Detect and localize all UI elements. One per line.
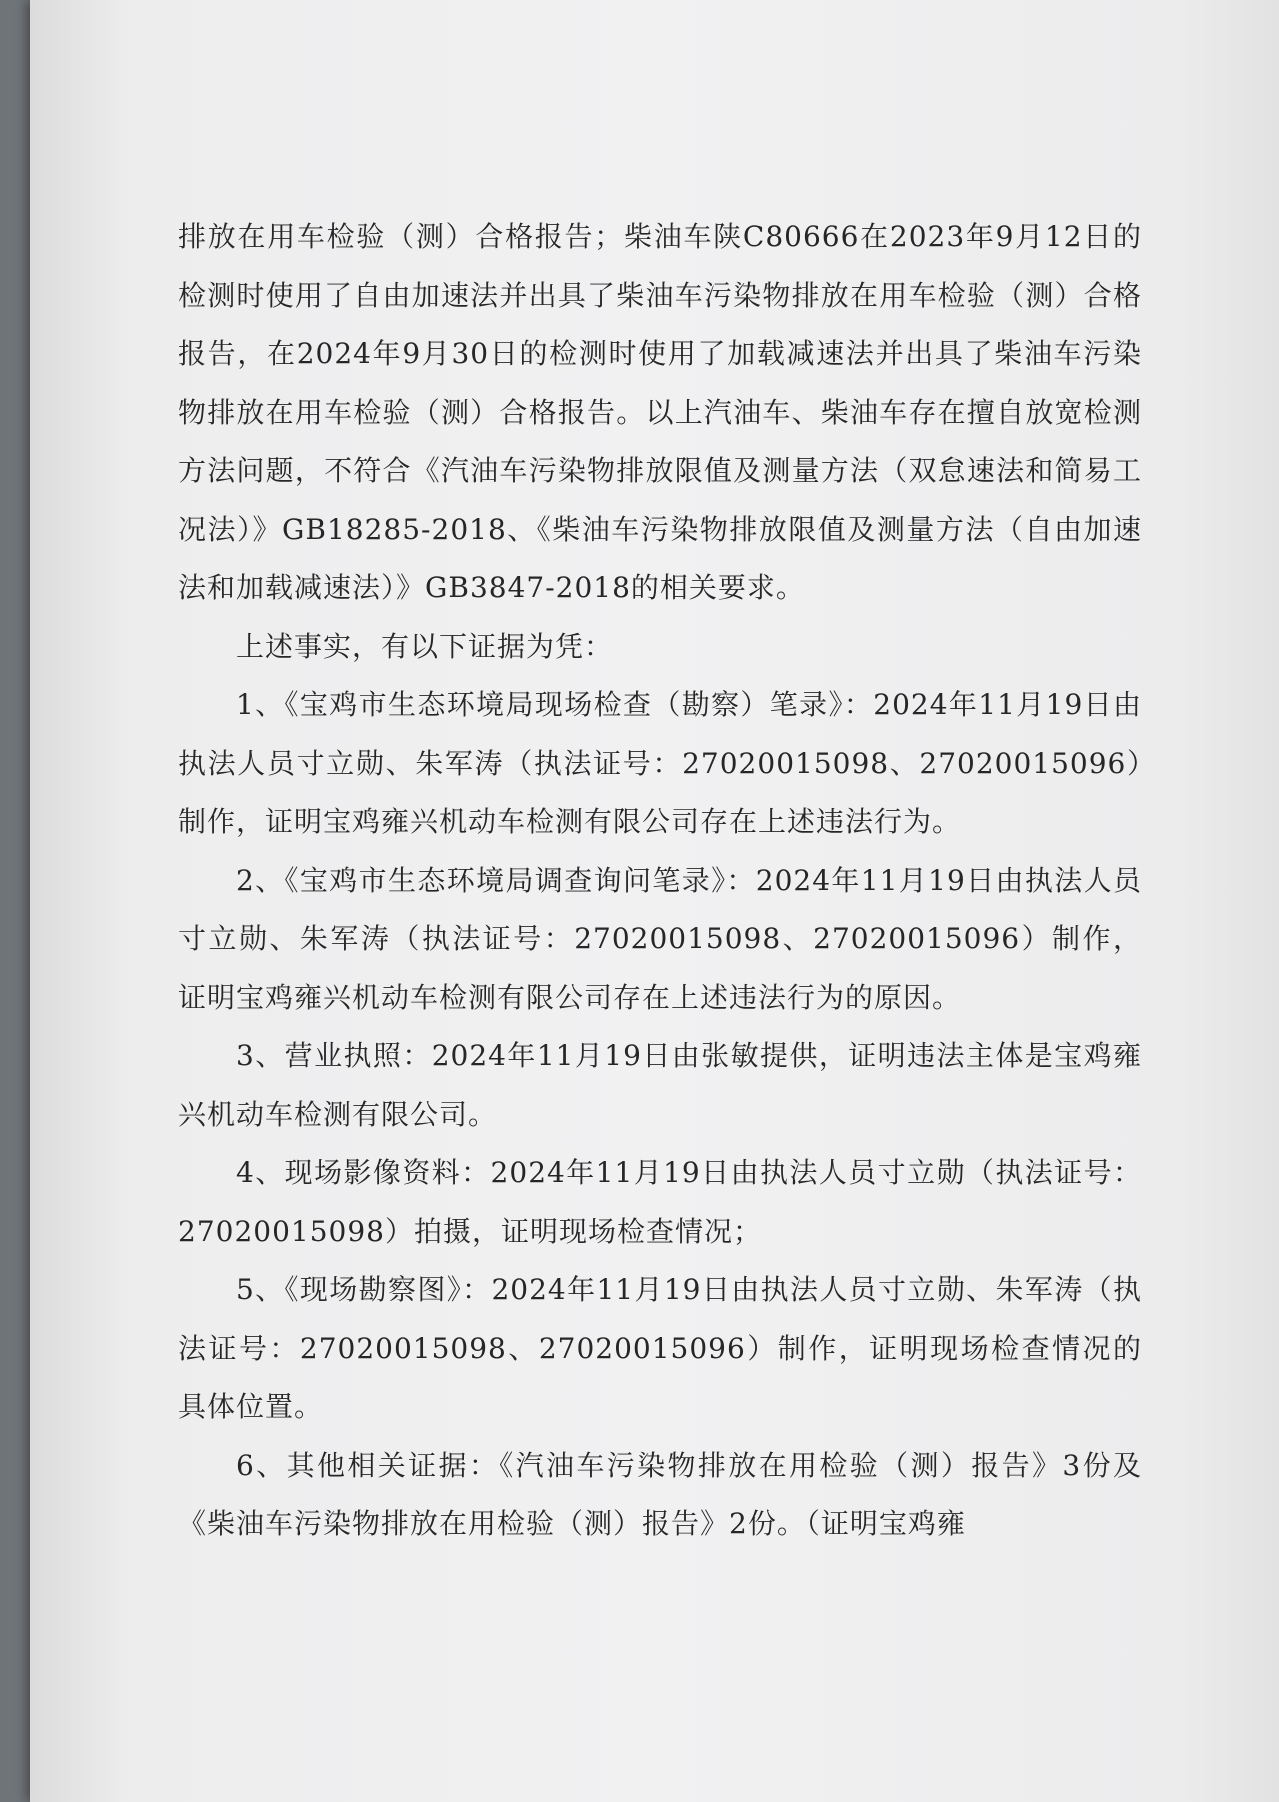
paragraph-facts-continued: 排放在用车检验（测）合格报告；柴油车陕C80666在2023年9月12日的检测时使用了自由加速法并出具了柴油车污染物排放在用车检验（测）合格报告，在2024年9月30日的检测时使用了加载减速法并出具了柴油车污染物排放在用车检验（测）合格报告。以上汽油车、柴油车存在擅自放宽检测方法问题，不符合《汽油车污染物排放限值及测量方法（双怠速法和简易工况法）》GB18285-2018、《柴油车污染物排放限值及测量方法（自由加速法和加载减速法）》GB3847-2018的相关要求。 (178, 220, 1142, 604)
paragraph-evidence-1: 1、《宝鸡市生态环境局现场检查（勘察）笔录》：2024年11月19日由执法人员寸立勋、朱军涛（执法证号：27020015098、27020015096）制作，证明宝鸡雍兴机动车检测有限公司存在上述违法行为。 (178, 688, 1142, 838)
paragraph-evidence-4: 4、现场影像资料：2024年11月19日由执法人员寸立勋（执法证号：27020015098）拍摄，证明现场检查情况； (178, 1156, 1142, 1248)
paragraph-evidence-2: 2、《宝鸡市生态环境局调查询问笔录》：2024年11月19日由执法人员寸立勋、朱军涛（执法证号：27020015098、27020015096）制作，证明宝鸡雍兴机动车检测有限公司存在上述违法行为的原因。 (178, 863, 1142, 1014)
paragraph-evidence-6: 6、其他相关证据：《汽油车污染物排放在用检验（测）报告》3份及《柴油车污染物排放在用检验（测）报告》2份。（证明宝鸡雍 (178, 1448, 1142, 1540)
paragraph-evidence-3: 3、营业执照：2024年11月19日由张敏提供，证明违法主体是宝鸡雍兴机动车检测有限公司。 (178, 1039, 1142, 1131)
paragraph-evidence-5: 5、《现场勘察图》：2024年11月19日由执法人员寸立勋、朱军涛（执法证号：27020015098、27020015096）制作，证明现场检查情况的具体位置。 (178, 1273, 1142, 1423)
paragraph-evidence-intro: 上述事实，有以下证据为凭： (236, 629, 614, 663)
document-page (30, 0, 1279, 1802)
document-body (178, 208, 1142, 1554)
